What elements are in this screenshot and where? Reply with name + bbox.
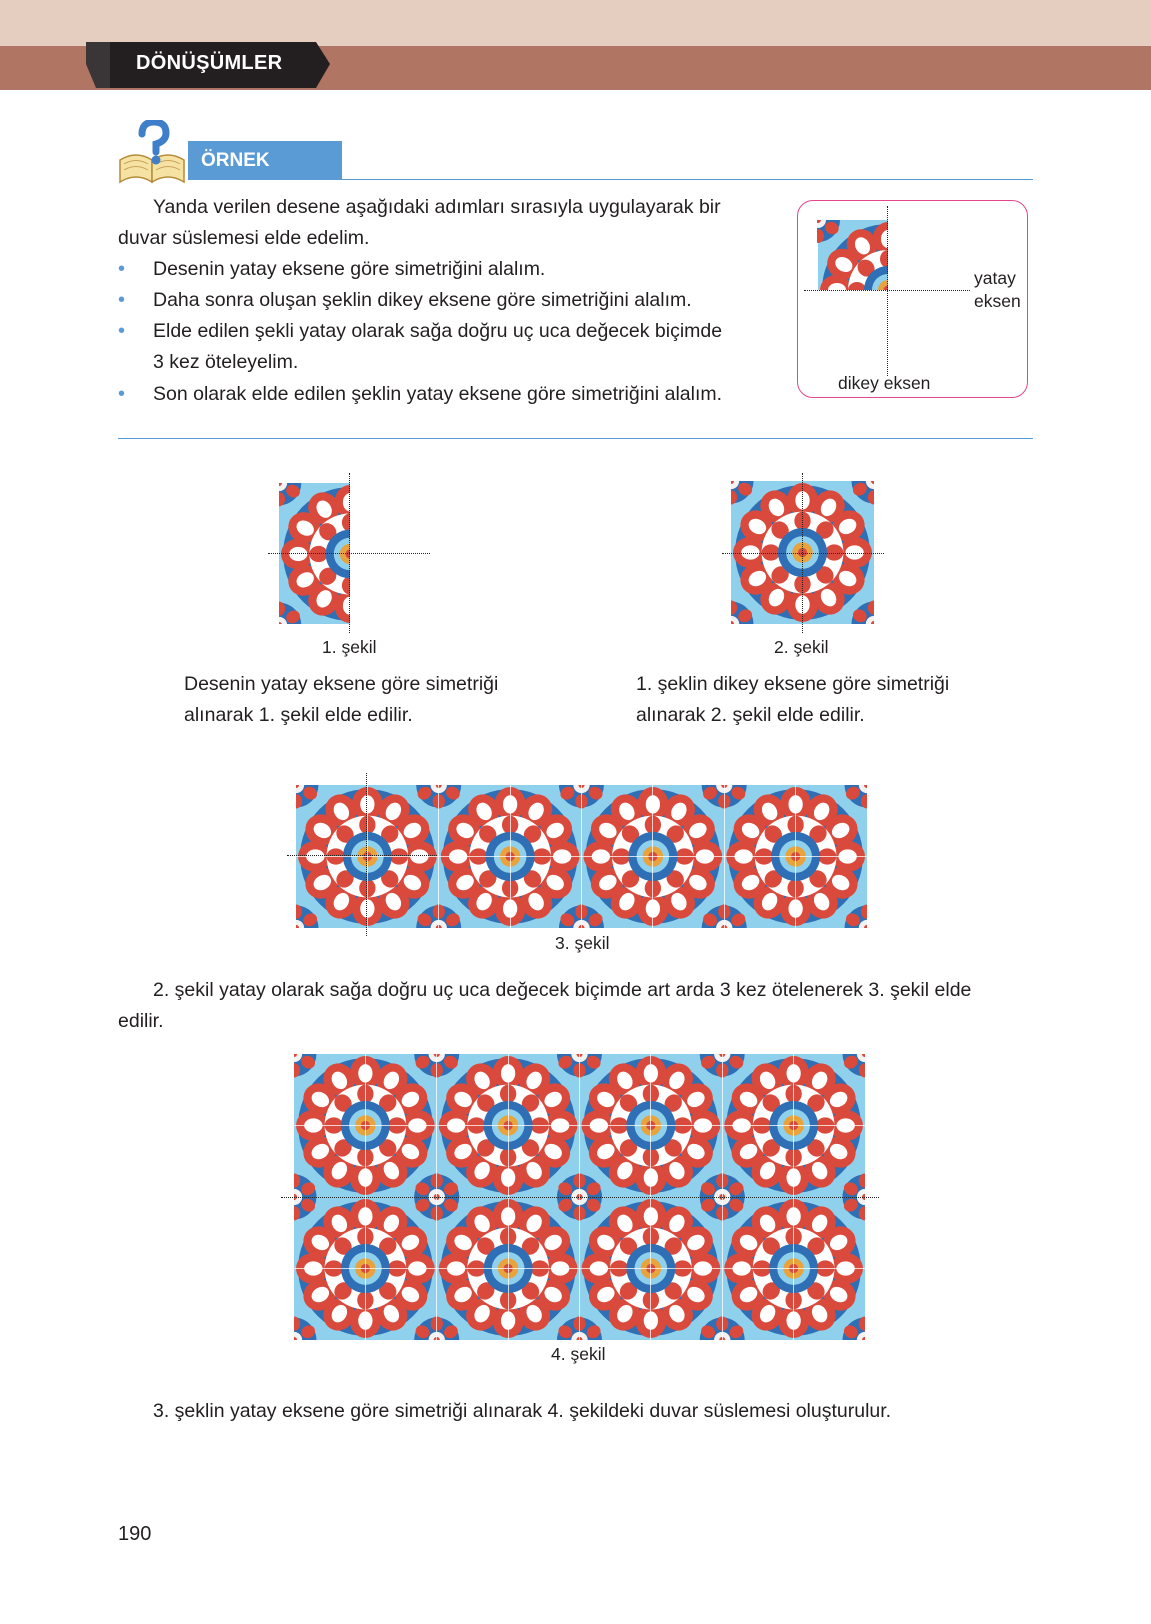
figure-1-description-line-2: alınarak 1. şekil elde edilir. bbox=[184, 704, 413, 726]
figure-2-caption: 2. şekil bbox=[774, 637, 829, 657]
bullet-3: • bbox=[118, 320, 126, 342]
figure-2-description-line-2: alınarak 2. şekil elde edilir. bbox=[636, 704, 865, 726]
figure-3-pattern bbox=[296, 785, 867, 928]
figure-4-horizontal-axis bbox=[281, 1197, 879, 1198]
step-3-continued: 3 kez öteleyelim. bbox=[153, 351, 299, 373]
figure-3-caption: 3. şekil bbox=[555, 933, 610, 953]
example-label: ÖRNEK bbox=[201, 150, 270, 171]
bullet-1: • bbox=[118, 258, 126, 280]
intro-line-1: Yanda verilen desene aşağıdaki adımları sırasıyla uygulayarak bir bbox=[153, 196, 721, 218]
figure-1-description-line-1: Desenin yatay eksene göre simetriği bbox=[184, 673, 499, 695]
step-1: Desenin yatay eksene göre simetriğini alalım. bbox=[153, 258, 546, 280]
figure-1-horizontal-axis bbox=[268, 553, 430, 554]
book-question-icon bbox=[116, 120, 188, 188]
step-3: Elde edilen şekli yatay olarak sağa doğru uç uca değecek biçimde bbox=[153, 320, 723, 342]
figure-1-caption: 1. şekil bbox=[322, 637, 377, 657]
example-heading-rule bbox=[188, 179, 1033, 180]
figure-3-description-line-2: edilir. bbox=[118, 1010, 164, 1032]
horizontal-axis-label-2: eksen bbox=[974, 291, 1021, 311]
page-number: 190 bbox=[118, 1523, 152, 1545]
intro-line-2: duvar süslemesi elde edelim. bbox=[118, 227, 370, 249]
horizontal-axis-label-1: yatay bbox=[974, 268, 1016, 288]
step-2: Daha sonra oluşan şeklin dikey eksene göre simetriğini alalım. bbox=[153, 289, 692, 311]
figure-4-caption: 4. şekil bbox=[551, 1344, 606, 1364]
figure-2-description-line-1: 1. şeklin dikey eksene göre simetriği bbox=[636, 673, 950, 695]
sample-pattern-quarter bbox=[817, 220, 888, 290]
chapter-title: DÖNÜŞÜMLER bbox=[136, 52, 283, 74]
figure-2-horizontal-axis bbox=[722, 553, 884, 554]
step-4: Son olarak elde edilen şeklin yatay eksene göre simetriğini alalım. bbox=[153, 383, 723, 405]
section-rule bbox=[118, 438, 1033, 439]
figure-4-description: 3. şeklin yatay eksene göre simetriği alınarak 4. şekildeki duvar süslemesi oluşturulur. bbox=[153, 1400, 892, 1422]
bullet-4: • bbox=[118, 383, 126, 405]
figure-3-description-line-1: 2. şekil yatay olarak sağa doğru uç uca değecek biçimde art arda 3 kez ötelenerek 3. şekil elde bbox=[153, 979, 972, 1001]
bullet-2: • bbox=[118, 289, 126, 311]
vertical-axis-label: dikey eksen bbox=[838, 373, 931, 393]
vertical-axis-line bbox=[887, 206, 888, 376]
horizontal-axis-line bbox=[804, 290, 970, 291]
figure-3-horizontal-axis bbox=[287, 855, 437, 856]
